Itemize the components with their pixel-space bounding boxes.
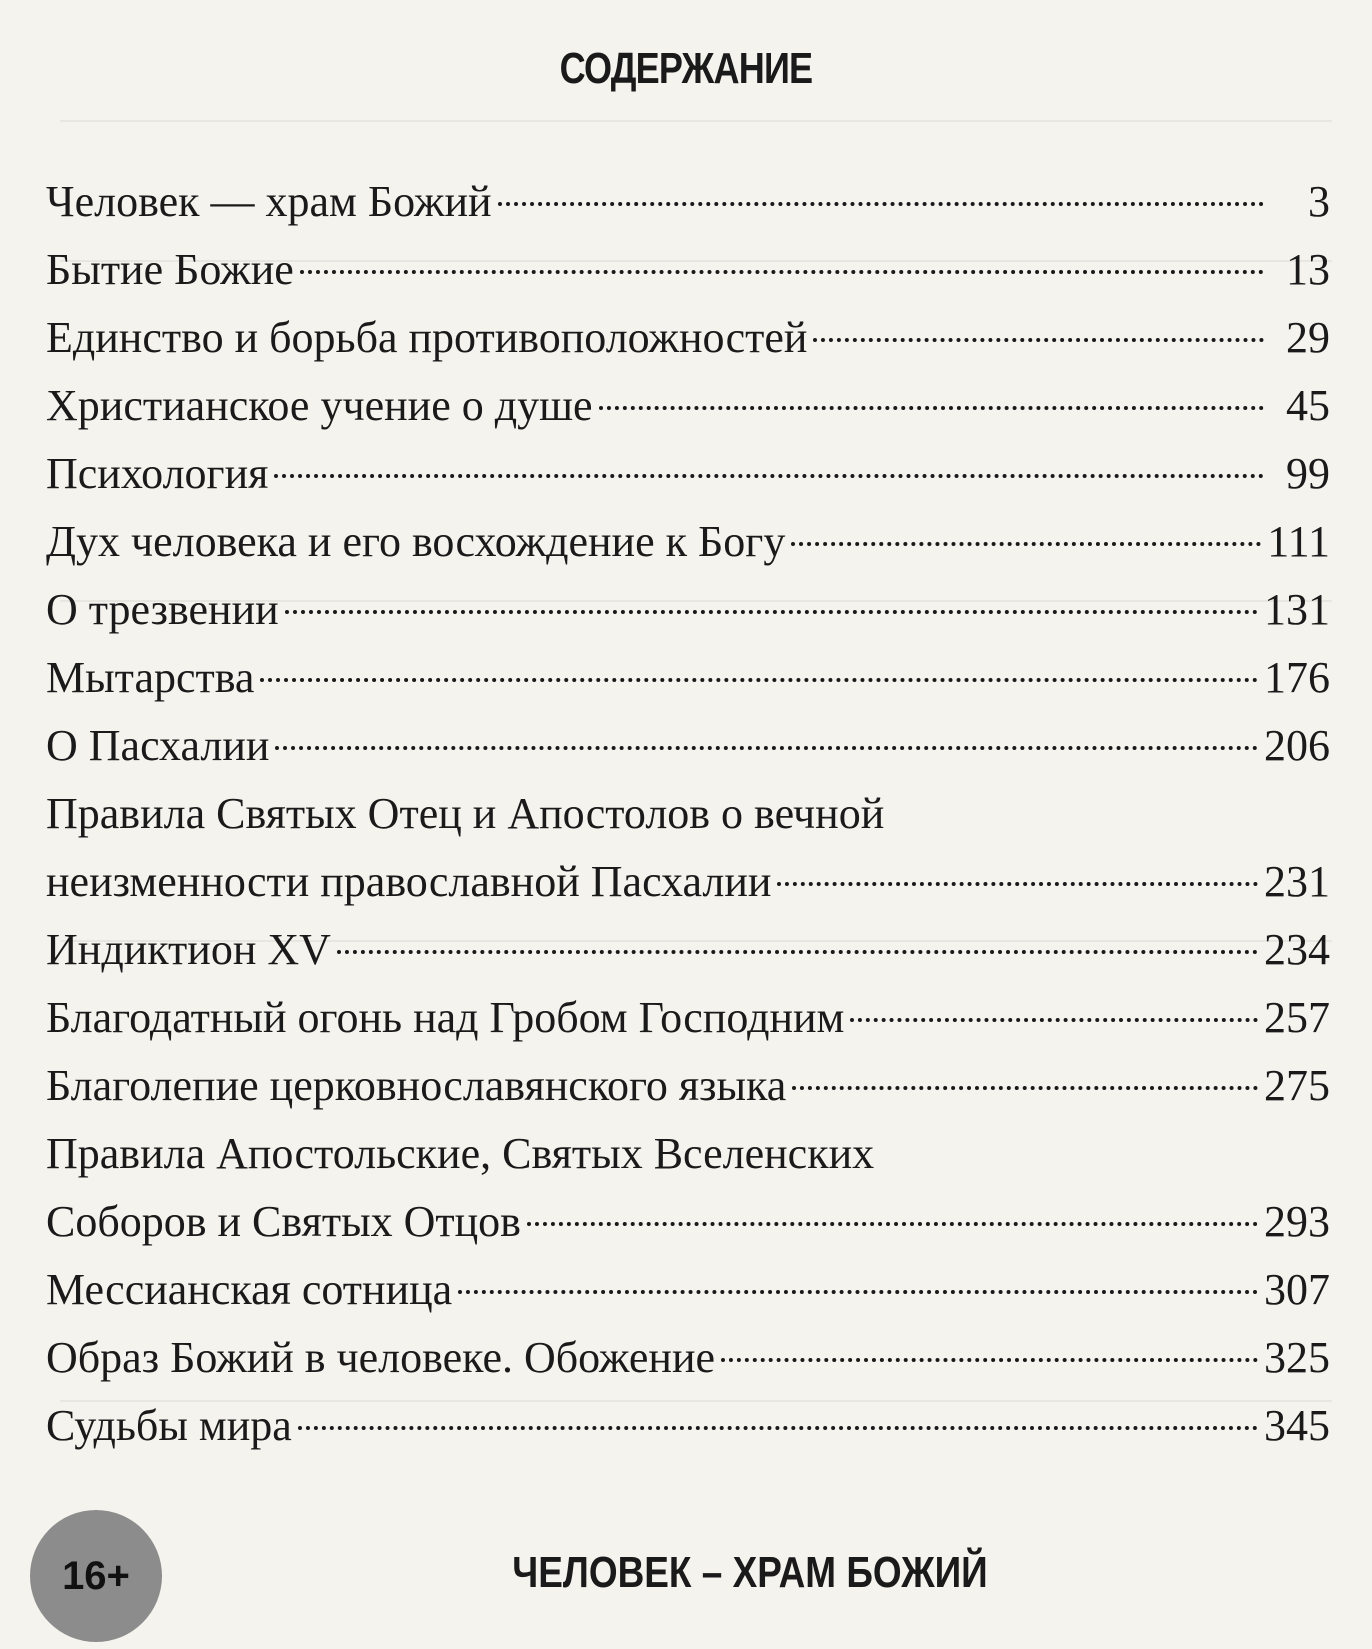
toc-heading: СОДЕРЖАНИЕ <box>559 44 813 93</box>
toc-entry-page: 307 <box>1264 1265 1330 1314</box>
toc-entry <box>46 780 1330 916</box>
toc-entry-title: Бытие Божие <box>46 245 294 294</box>
dot-leader <box>300 269 1264 274</box>
toc-entry <box>46 1120 1330 1256</box>
toc-entry-page: 257 <box>1264 993 1330 1042</box>
dot-leader <box>721 1357 1258 1362</box>
dot-leader <box>527 1221 1258 1226</box>
dot-leader <box>777 881 1258 886</box>
toc-entry-title-line1: Правила Апостольские, Святых Вселенских <box>46 1129 875 1178</box>
toc-entry-title: Психология <box>46 449 269 498</box>
toc-entry-title: Единство и борьба противоположностей <box>46 313 808 362</box>
toc-entry <box>46 508 1330 576</box>
table-of-contents <box>46 168 1330 1460</box>
toc-entry <box>46 576 1330 644</box>
dot-leader <box>274 473 1264 478</box>
toc-entry-title: Судьбы мира <box>46 1401 292 1450</box>
dot-leader <box>792 1085 1258 1090</box>
dot-leader <box>458 1289 1258 1294</box>
toc-entry-title: Благодатный огонь над Гробом Господним <box>46 993 845 1042</box>
toc-entry-page: 99 <box>1286 449 1330 498</box>
toc-entry-page: 45 <box>1286 381 1330 430</box>
dot-leader <box>813 337 1264 342</box>
toc-entry-title: О Пасхалии <box>46 721 270 770</box>
toc-entry <box>46 372 1330 440</box>
toc-entry-page: 345 <box>1264 1401 1330 1450</box>
toc-entry-title: Образ Божий в человеке. Обожение <box>46 1333 716 1382</box>
toc-entry-page: 176 <box>1264 653 1330 702</box>
toc-entry-page: 234 <box>1264 925 1330 974</box>
toc-entry-title: Мытарства <box>46 653 255 702</box>
toc-entry-page: 325 <box>1264 1333 1330 1382</box>
dot-leader <box>599 405 1264 410</box>
bleed-through-line <box>60 120 1332 122</box>
toc-entry-title: Дух человека и его восхождение к Богу <box>46 517 786 566</box>
toc-entry-title: Благолепие церковнославянского языка <box>46 1061 787 1110</box>
toc-entry-page: 13 <box>1286 245 1330 294</box>
toc-entry-page: 111 <box>1267 517 1330 566</box>
toc-entry <box>46 440 1330 508</box>
toc-entry-title: Индиктион XV <box>46 925 331 974</box>
dot-leader <box>298 1425 1258 1430</box>
toc-entry-page: 131 <box>1264 585 1330 634</box>
toc-entry <box>46 1256 1330 1324</box>
toc-entry <box>46 1052 1330 1120</box>
toc-entry-title: О трезвении <box>46 585 279 634</box>
toc-entry-title: Мессианская сотница <box>46 1265 453 1314</box>
dot-leader <box>850 1017 1258 1022</box>
toc-entry <box>46 1324 1330 1392</box>
toc-entry-title: неизменности православной Пасхалии <box>46 857 772 906</box>
chapter-title: ЧЕЛОВЕК – ХРАМ БОЖИЙ <box>512 1548 988 1597</box>
toc-entry <box>46 1392 1330 1460</box>
dot-leader <box>260 677 1258 682</box>
toc-entry-title: Соборов и Святых Отцов <box>46 1197 521 1246</box>
toc-entry-title: Христианское учение о душе <box>46 381 593 430</box>
toc-entry <box>46 644 1330 712</box>
dot-leader <box>337 949 1258 954</box>
age-rating-badge: 16+ <box>30 1510 162 1642</box>
dot-leader <box>285 609 1258 614</box>
toc-entry-page: 29 <box>1286 313 1330 362</box>
toc-entry-page: 231 <box>1264 857 1330 906</box>
toc-entry-page: 293 <box>1264 1197 1330 1246</box>
toc-entry-page: 275 <box>1264 1061 1330 1110</box>
dot-leader <box>791 541 1261 546</box>
dot-leader <box>498 201 1264 206</box>
dot-leader <box>275 745 1258 750</box>
toc-entry <box>46 984 1330 1052</box>
toc-entry <box>46 236 1330 304</box>
toc-entry <box>46 916 1330 984</box>
toc-entry-title-line1: Правила Святых Отец и Апостолов о вечной <box>46 789 885 838</box>
toc-entry <box>46 168 1330 236</box>
toc-entry-page: 206 <box>1264 721 1330 770</box>
toc-entry <box>46 712 1330 780</box>
toc-entry-page: 3 <box>1308 177 1330 226</box>
toc-entry-title: Человек — храм Божий <box>46 177 492 226</box>
toc-entry <box>46 304 1330 372</box>
